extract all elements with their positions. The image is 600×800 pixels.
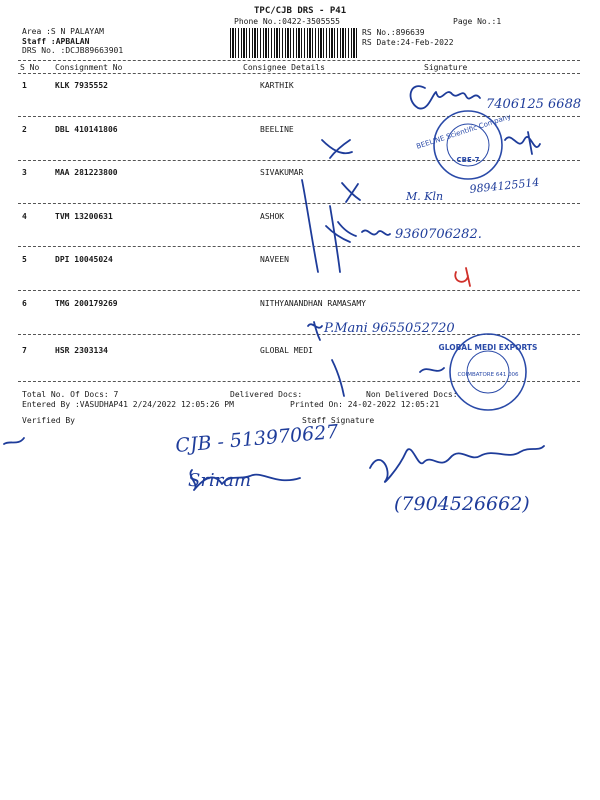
- row-3-handwritten-phone: 9894125514: [468, 175, 540, 196]
- row-2-consignment: DBL 410141806: [55, 125, 118, 134]
- row-3-consignee: SIVAKUMAR: [260, 168, 304, 177]
- row-4-mark: [326, 222, 356, 242]
- red-ink-mark: [455, 268, 470, 286]
- staff-label: Staff :APBALAN: [22, 37, 90, 46]
- row-2-cross: [322, 140, 352, 158]
- row-4-consignee: ASHOK: [260, 212, 285, 221]
- row-5-consignee: NAVEEN: [260, 255, 289, 264]
- cjb-handwritten-number: CJB - 513970627: [174, 420, 340, 457]
- staff-signature-label: Staff Signature: [302, 416, 375, 425]
- row-1-sno: 1: [22, 81, 27, 90]
- beeline-stamp-text: BEELINE Scientific Company: [415, 112, 512, 151]
- row-7-consignee: GLOBAL MEDI: [260, 346, 313, 355]
- global-medi-stamp-center: COIMBATORE 641 006: [457, 372, 519, 378]
- row-4-handwritten-phone: 9360706282.: [395, 227, 482, 242]
- row-6-consignee: NITHYANANDHAN RAMASAMY: [260, 299, 366, 308]
- row-divider: [18, 334, 580, 335]
- delivered-docs: Delivered Docs:: [230, 390, 303, 399]
- row-divider: [18, 160, 580, 161]
- column-consignment: Consignment No: [55, 63, 123, 72]
- drs-number: DRS No. :DCJB89663901: [22, 46, 124, 55]
- row-7-consignment: HSR 2303134: [55, 346, 108, 355]
- beeline-stamp-center: CBE-7: [456, 156, 480, 164]
- page-number: Page No.:1: [453, 17, 502, 26]
- phone-number: Phone No.:0422-3505555: [234, 17, 340, 26]
- column-signature: Signature: [424, 63, 468, 72]
- non-delivered-docs: Non Delivered Docs:: [366, 390, 458, 399]
- rs-number: RS No.:896639: [362, 28, 425, 37]
- staff-signature: [370, 446, 544, 482]
- area-label: Area :S N PALAYAM: [22, 27, 104, 36]
- column-sno: S No: [20, 63, 40, 72]
- header-divider-top: [18, 60, 580, 61]
- row-7-sno: 7: [22, 346, 27, 355]
- row-divider: [18, 290, 580, 291]
- row-3-cross: [342, 183, 360, 202]
- row-2-sno: 2: [22, 125, 27, 134]
- row-3-sno: 3: [22, 168, 27, 177]
- document-title: TPC/CJB DRS - P41: [254, 6, 347, 16]
- tick-mark: [302, 180, 318, 272]
- entered-by: Entered By :VASUDHAP41 2/24/2022 12:05:26 PM: [22, 400, 234, 409]
- tick-mark: [330, 206, 340, 272]
- row-6-consignment: TMG 200179269: [55, 299, 118, 308]
- row-divider: [18, 246, 580, 247]
- verified-by: Verified By: [22, 416, 75, 425]
- row-4-consignment: TVM 13200631: [55, 212, 113, 221]
- column-consignee: Consignee Details: [243, 63, 325, 72]
- rs-date: RS Date:24-Feb-2022: [362, 38, 454, 47]
- left-margin-mark: [4, 438, 24, 444]
- beeline-stamp: [415, 111, 512, 179]
- global-medi-stamp-text: GLOBAL MEDI EXPORTS: [438, 343, 538, 352]
- row-1-consignment: KLK 7935552: [55, 81, 108, 90]
- row-2-signature: [505, 132, 540, 154]
- row-5-consignment: DPI 10045024: [55, 255, 113, 264]
- total-docs: Total No. Of Docs: 7: [22, 390, 119, 399]
- row-5-sno: 5: [22, 255, 27, 264]
- row-6-sno: 6: [22, 299, 27, 308]
- barcode: [230, 28, 358, 58]
- row-6-handwritten-note: P.Mani 9655052720: [324, 321, 455, 336]
- staff-handwritten-phone: (7904526662): [394, 493, 530, 515]
- row-4-initials: [362, 230, 390, 235]
- row-2-consignee: BEELINE: [260, 125, 294, 134]
- header-divider-bottom: [18, 73, 580, 74]
- printed-on: Printed On: 24-02-2022 12:05:21: [290, 400, 440, 409]
- receiver-signature: [190, 470, 300, 490]
- row-divider: [18, 381, 580, 382]
- receiver-handwritten-name: Sriram: [188, 470, 252, 491]
- row-1-handwritten-phone: 7406125 6688: [486, 97, 582, 112]
- row-3-consignment: MAA 281223800: [55, 168, 118, 177]
- row-4-sno: 4: [22, 212, 27, 221]
- row-1-signature: [411, 86, 480, 108]
- row-1-consignee: KARTHIK: [260, 81, 294, 90]
- row-3-handwritten-name: M. Kln: [406, 190, 444, 203]
- row-divider: [18, 203, 580, 204]
- row-divider: [18, 116, 580, 117]
- row-6-mark: [308, 322, 322, 340]
